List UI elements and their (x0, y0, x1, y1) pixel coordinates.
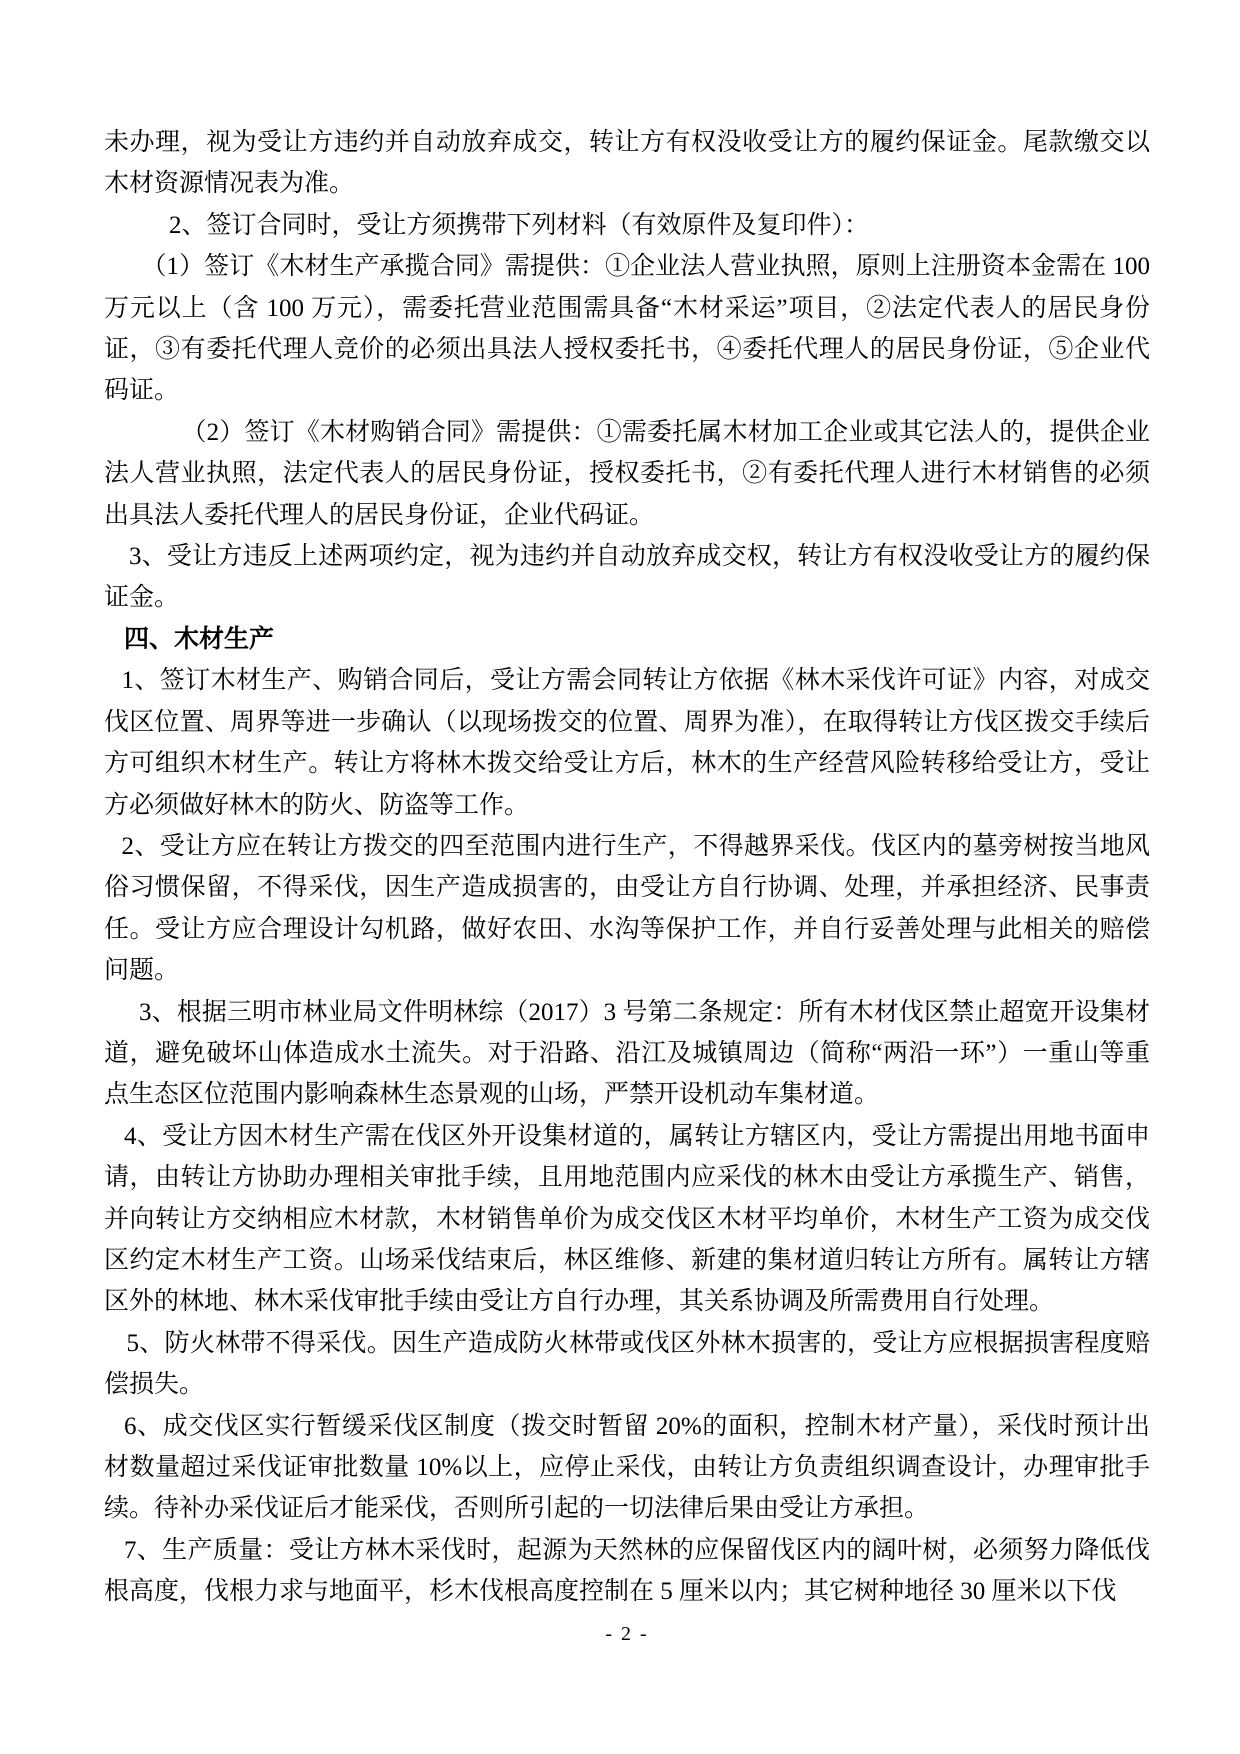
clause-4-4: 4、受让方因木材生产需在伐区外开设集材道的，属转让方辖区内，受让方需提出用地书面申请，由转让方协助办理相关审批手续，且用地范围内应采伐的林木由受让方承揽生产、销售，并向转让方交纳相应木材款，木材销售单价为成交伐区木材平均单价，木材生产工资为成交伐区约定木材生产工资。山场采伐结束后，林区维修、新建的集材道归转让方所有。属转让方辖区外的林地、林木采伐审批手续由受让方自行办理，其关系协调及所需费用自行处理。 (104, 1122, 1150, 1316)
section-4-heading: 四、木材生产 (124, 624, 275, 653)
page-number: - 2 - (605, 1622, 649, 1645)
clause-4-7: 7、生产质量：受让方林木采伐时，起源为天然林的应保留伐区内的阔叶树，必须努力降低伐根高度，伐根力求与地面平，杉木伐根高度控制在 5 厘米以内；其它树种地径 30 厘米以下伐 (104, 1536, 1150, 1606)
clause-3: 3、受让方违反上述两项约定，视为违约并自动放弃成交权，转让方有权没收受让方的履约保证金。 (104, 543, 1150, 612)
clause-2: 2、签订合同时，受让方须携带下列材料（有效原件及复印件）： (169, 211, 870, 239)
clause-4-3: 3、根据三明市林业局文件明林综（2017）3 号第二条规定：所有木材伐区禁止超宽开设集材道，避免破坏山体造成水土流失。对于沿路、沿江及城镇周边（简称“两沿一环”）一重山等重点生态区位范围内影响森林生态景观的山场，严禁开设机动车集材道。 (104, 998, 1150, 1109)
clause-4-5: 5、防火林带不得采伐。因生产造成防火林带或伐区外林木损害的，受让方应根据损害程度赔偿损失。 (104, 1329, 1150, 1399)
clause-2-sub-1: （1）签订《木材生产承揽合同》需提供：①企业法人营业执照，原则上注册资本金需在 100 万元以上（含 100 万元），需委托营业范围需具备“木材采运”项目，②法定代表人的居民身份证，③有委托代理人竞价的必须出具法人授权委托书，④委托代理人的居民身份证，⑤企业代码证。 (104, 253, 1150, 405)
clause-4-6: 6、成交伐区实行暂缓采伐区制度（拨交时暂留 20%的面积，控制木材产量），采伐时预计出材数量超过采伐证审批数量 10%以上，应停止采伐，由转让方负责组织调查设计，办理审批手续。待补办采伐证后才能采伐，否则所引起的一切法律后果由受让方承担。 (104, 1412, 1150, 1523)
clause-2-sub-2: （2）签订《木材购销合同》需提供：①需委托属木材加工企业或其它法人的，提供企业法人营业执照，法定代表人的居民身份证，授权委托书，②有委托代理人进行木材销售的必须出具法人委托代理人的居民身份证，企业代码证。 (104, 418, 1150, 529)
paragraph-carryover: 未办理，视为受让方违约并自动放弃成交，转让方有权没收受让方的履约保证金。尾款缴交以木材资源情况表为准。 (104, 129, 1150, 198)
document-body (104, 122, 1150, 1613)
clause-4-1: 1、签订木材生产、购销合同后，受让方需会同转让方依据《林木采伐许可证》内容，对成交伐区位置、周界等进一步确认（以现场拨交的位置、周界为准），在取得转让方伐区拨交手续后方可组织木材生产。转让方将林木拨交给受让方后，林木的生产经营风险转移给受让方，受让方必须做好林木的防火、防盗等工作。 (104, 667, 1150, 819)
clause-4-2: 2、受让方应在转让方拨交的四至范围内进行生产，不得越界采伐。伐区内的墓旁树按当地风俗习惯保留，不得采伐，因生产造成损害的，由受让方自行协调、处理，并承担经济、民事责任。受让方应合理设计勾机路，做好农田、水沟等保护工作，并自行妥善处理与此相关的赔偿问题。 (104, 832, 1150, 985)
